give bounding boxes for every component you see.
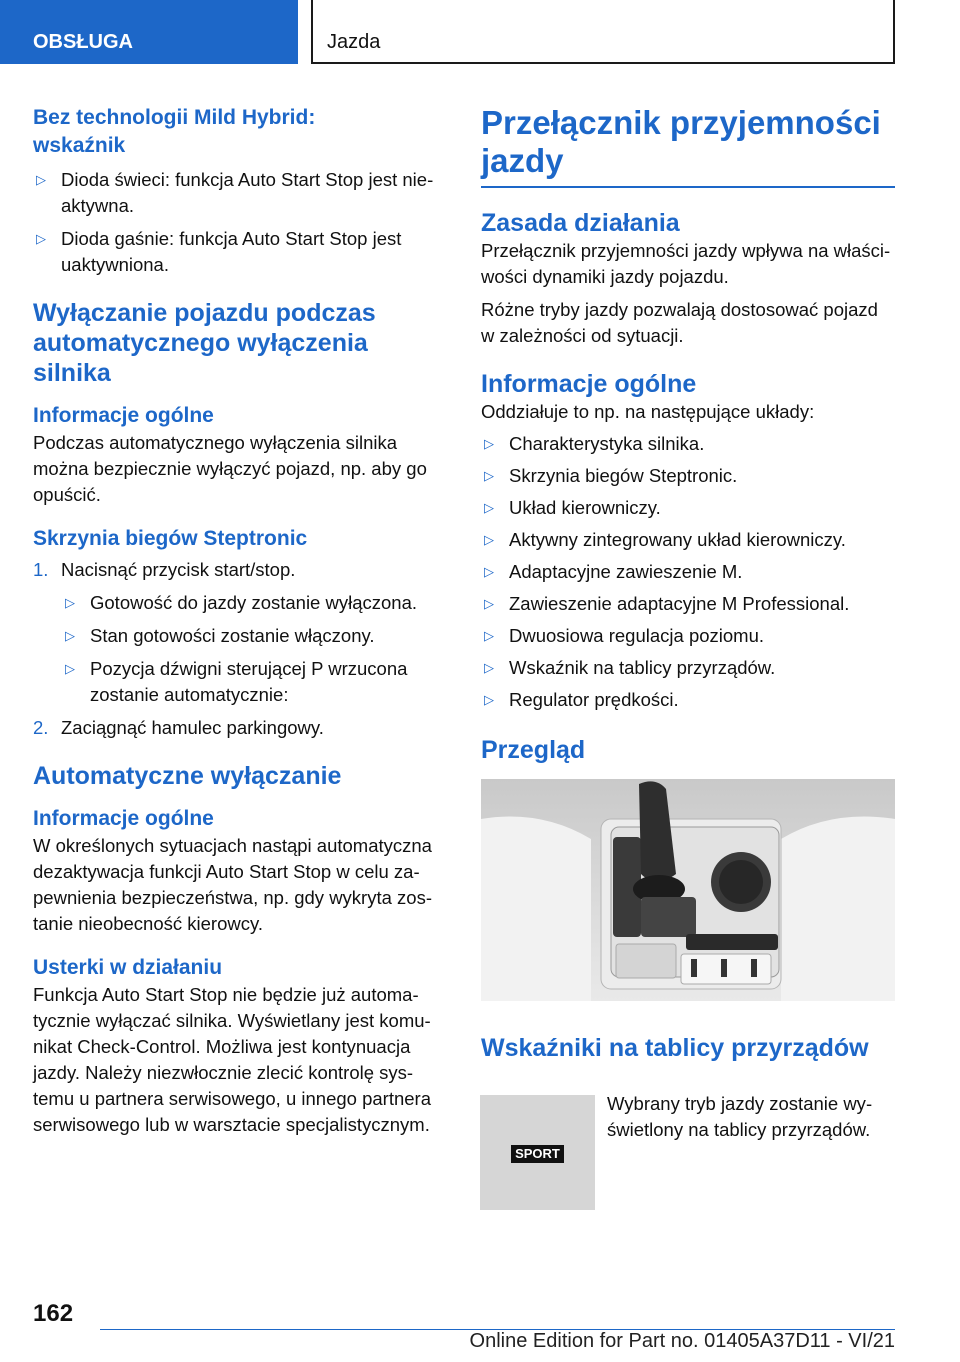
list-item <box>481 431 895 457</box>
paragraph: Wybrany tryb jazdy zostanie wyświetlony na tablicy przyrządów. <box>607 1093 873 1140</box>
paragraph: Przełącznik przyjemności jazdy wpływa na właściwości dynamiki jazdy pojazdu. <box>481 240 891 287</box>
heading-auto-deactivation: Automatyczne wyłączanie <box>33 762 342 790</box>
list-item <box>481 687 895 713</box>
sub-item-text: Pozycja dźwigni sterującej P wrzucona zostanie automatycznie: <box>90 658 408 705</box>
list-item-text: Regulator prędkości. <box>509 689 679 710</box>
paragraph: Różne tryby jazdy pozwalają dostosować pojazd w zależności od sytuacji. <box>481 299 878 346</box>
heading-steptronic: Skrzynia biegów Steptronic <box>33 527 308 550</box>
chapter-header: Jazda <box>311 0 895 64</box>
list-item <box>481 559 895 585</box>
bullet-triangle-icon: ▷ <box>484 564 494 579</box>
list-item <box>481 495 895 521</box>
paragraph: Oddziałuje to np. na następujące układy: <box>481 401 815 422</box>
list-item <box>481 463 895 489</box>
list-item-text: Układ kierowniczy. <box>509 497 661 518</box>
heading-driving-experience-control: Przełącznik przyjemności jazdy <box>481 104 895 188</box>
heading-general-info: Informacje ogólne <box>481 370 697 398</box>
bullet-triangle-icon: ▷ <box>65 595 75 610</box>
sub-item-text: Stan gotowości zostanie włączony. <box>90 625 375 646</box>
bullet-triangle-icon: ▷ <box>484 596 494 611</box>
bullet-triangle-icon: ▷ <box>484 628 494 643</box>
instrument-cluster-image <box>480 1095 595 1210</box>
heading-mild-hybrid: Bez technologii Mild Hybrid: wskaźnik <box>33 106 316 157</box>
heading-malfunction: Usterki w działaniu <box>33 956 223 979</box>
bullet-triangle-icon: ▷ <box>36 231 46 246</box>
bullet-triangle-icon: ▷ <box>484 436 494 451</box>
bullet-triangle-icon: ▷ <box>484 692 494 707</box>
heading-instrument-indicators: Wskaźniki na tablicy przyrządów <box>481 1034 869 1062</box>
center-console-illustration <box>481 779 895 1001</box>
list-item-text: Dioda świeci: funkcja Auto Start Stop jest nieaktywna. <box>61 169 434 216</box>
list-item <box>481 623 895 649</box>
step-number: 1. <box>33 559 49 580</box>
section-tab: OBSŁUGA <box>0 0 298 64</box>
list-item-text: Charakterystyka silnika. <box>509 433 705 454</box>
sub-list-item <box>33 656 448 708</box>
bullet-triangle-icon: ▷ <box>484 660 494 675</box>
footer-edition: Online Edition for Part no. 01405A37D11 - VI/21 <box>469 1330 895 1352</box>
bullet-triangle-icon: ▷ <box>484 500 494 515</box>
heading-overview: Przegląd <box>481 736 586 764</box>
sub-list-item <box>33 623 448 649</box>
bullet-triangle-icon: ▷ <box>484 532 494 547</box>
bullet-triangle-icon: ▷ <box>36 172 46 187</box>
list-item <box>481 527 895 553</box>
list-item-text: Skrzynia biegów Steptronic. <box>509 465 738 486</box>
center-console-photo <box>481 779 895 1001</box>
step-item <box>33 557 448 583</box>
list-item <box>481 591 895 617</box>
page-number: 162 <box>33 1300 74 1327</box>
step-text: Nacisnąć przycisk start/stop. <box>61 559 296 580</box>
list-item-text: Zawieszenie adaptacyjne M Professional. <box>509 593 850 614</box>
paragraph: W określonych sytuacjach nastąpi automatyczna dezaktywacja funkcji Auto Start Stop w celu zapewnienia bezpieczeństwa, np. gdy wykryta zostanie nieobecność kierowcy. <box>33 835 432 934</box>
left-column <box>33 104 448 1138</box>
sport-mode-badge: SPORT <box>511 1145 564 1163</box>
list-item-text: Dioda gaśnie: funkcja Auto Start Stop jest uaktywniona. <box>61 228 402 275</box>
step-text: Zaciągnąć hamulec parkingowy. <box>61 717 324 738</box>
list-item <box>33 167 448 219</box>
list-item <box>33 226 448 278</box>
paragraph: Funkcja Auto Start Stop nie będzie już automatycznie wyłączać silnika. Wyświetlany jest komunikat Check-Control. Możliwa jest kontynuacja jazdy. Należy niezwłocznie zlecić kontrolę systemu u partnera serwisowego, u innego partnera serwisowego lub w warsztacie specjalistycznym. <box>33 984 431 1135</box>
heading-general-info: Informacje ogólne <box>33 404 214 427</box>
bullet-triangle-icon: ▷ <box>65 628 75 643</box>
list-item-text: Wskaźnik na tablicy przyrządów. <box>509 657 776 678</box>
heading-general-info: Informacje ogólne <box>33 807 214 830</box>
heading-switch-off: Wyłączanie pojazdu podczas automatycznego wyłączenia silnika <box>33 299 376 387</box>
list-item-text: Dwuosiowa regulacja poziomu. <box>509 625 765 646</box>
heading-principle: Zasada działania <box>481 209 680 237</box>
list-item-text: Aktywny zintegrowany układ kierowniczy. <box>509 529 846 550</box>
bullet-triangle-icon: ▷ <box>484 468 494 483</box>
sub-item-text: Gotowość do jazdy zostanie wyłączona. <box>90 592 418 613</box>
sub-list-item <box>33 590 448 616</box>
paragraph: Podczas automatycznego wyłączenia silnika można bezpiecznie wyłączyć pojazd, np. aby go opuścić. <box>33 432 427 505</box>
list-item <box>481 655 895 681</box>
list-item-text: Adaptacyjne zawieszenie M. <box>509 561 743 582</box>
bullet-triangle-icon: ▷ <box>65 661 75 676</box>
step-item <box>33 715 448 741</box>
right-column <box>481 104 895 1063</box>
step-number: 2. <box>33 717 49 738</box>
